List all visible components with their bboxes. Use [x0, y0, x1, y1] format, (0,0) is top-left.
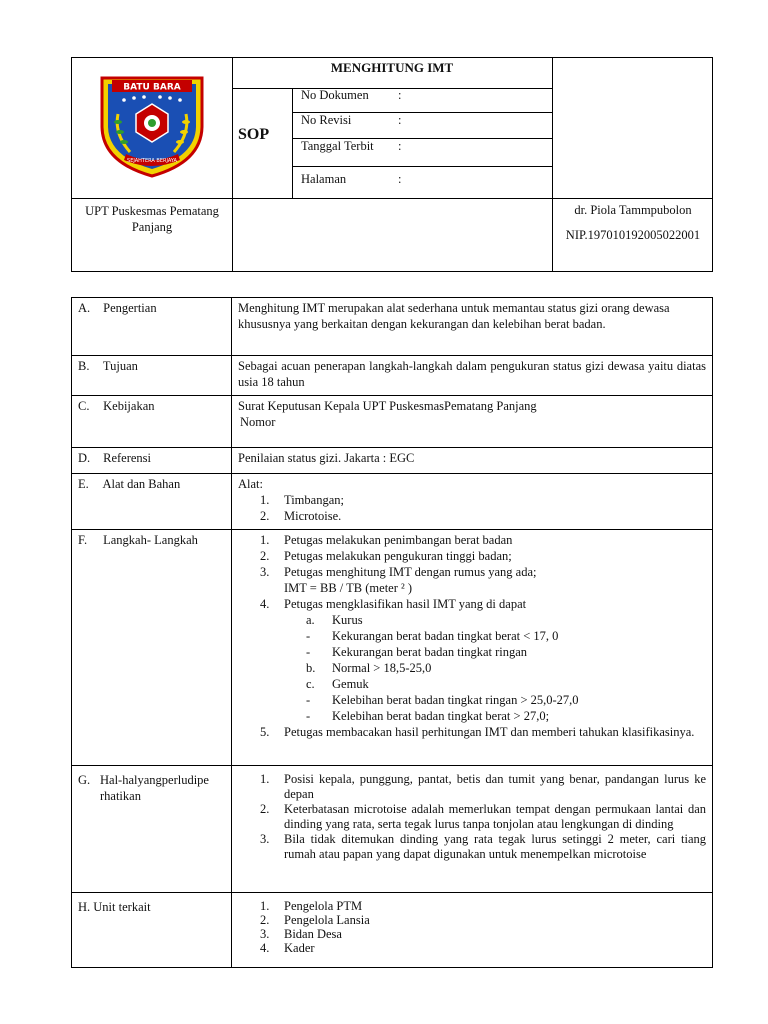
field-halaman: Halaman : [301, 172, 402, 186]
section-row-d [72, 448, 713, 474]
list-item: 2. Keterbatasan microtoise adalah memerlukan tempat dengan permukaan lantai dan dinding yang rata, serta tegak lurus tanpa tonjolan atau lengkungan di dinding [260, 802, 706, 831]
section-content: Menghitung IMT merupakan alat sederhana untuk memantau status gizi orang dewasa khususnya yang berkaitan dengan kekurangan dan kelebihan berat badan. [232, 298, 713, 356]
list-item: 1. Pengelola PTM [260, 899, 363, 913]
list-item: 1. Timbangan; [260, 493, 344, 507]
imt-formula: IMT = BB / TB (meter ² ) [284, 581, 413, 595]
section-row-h [72, 893, 713, 968]
sop-label: SOP [238, 126, 270, 143]
field-no-dokumen: No Dokumen : [301, 88, 402, 102]
classification-item: a. Kurus [306, 613, 363, 627]
logo-banner-text: BATU BARA [123, 82, 181, 93]
section-content [232, 530, 713, 766]
sop-header [71, 57, 713, 272]
section-content: Surat Keputusan Kepala UPT PuskesmasPematang Panjang Nomor [232, 396, 713, 448]
signer-nip: NIP.197010192005022001 [565, 228, 701, 242]
classification-item: b. Normal > 18,5-25,0 [306, 661, 432, 675]
list-item: 2. Microtoise. [260, 509, 342, 523]
classification-item: - Kekurangan berat badan tingkat berat < 17, 0 [306, 629, 559, 643]
list-item: 1. Posisi kepala, punggung, pantat, betis dan tumit yang benar, pandangan lurus ke depan [260, 772, 706, 801]
classification-item: - Kelebihan berat badan tingkat ringan > 25,0-27,0 [306, 693, 579, 707]
list-item: 1. Petugas melakukan penimbangan berat badan [260, 533, 513, 547]
section-row-a [72, 298, 713, 356]
section-label: C. Kebijakan [72, 396, 232, 448]
classification-item: c. Gemuk [306, 677, 369, 691]
section-label: B. Tujuan [72, 356, 232, 396]
section-label: F. Langkah- Langkah [72, 530, 232, 766]
section-content [232, 893, 713, 968]
field-tanggal-terbit: Tanggal Terbit : [301, 139, 402, 153]
document-title: MENGHITUNG IMT [330, 60, 454, 75]
classification-item: - Kelebihan berat badan tingkat berat > 27,0; [306, 709, 550, 723]
list-item: 2. Pengelola Lansia [260, 913, 370, 927]
sop-content-table [71, 297, 713, 968]
section-content: Penilaian status gizi. Jakarta : EGC [232, 448, 713, 474]
list-item: 5. Petugas membacakan hasil perhitungan IMT dan memberi tahukan klasifikasinya. [260, 725, 695, 739]
batu-bara-emblem-icon [96, 74, 208, 178]
section-label: G. Hal-halyangperludiperhatikan [72, 766, 232, 893]
section-label: A. Pengertian [72, 298, 232, 356]
signer-name: dr. Piola Tammpubolon [574, 203, 692, 217]
logo-motto-text: SEJAHTERA BERJAYA [127, 158, 177, 164]
list-item: 2. Petugas melakukan pengukuran tinggi badan; [260, 549, 512, 563]
section-content: Sebagai acuan penerapan langkah-langkah dalam pengukuran status gizi dewasa yaitu diatas usia 18 tahun [232, 356, 713, 396]
section-content [232, 766, 713, 893]
section-row-b [72, 356, 713, 396]
section-label: D. Referensi [72, 448, 232, 474]
section-content: Alat: 1. Timbangan; 2. Microtoise. [232, 474, 713, 530]
list-item: 4. Petugas mengklasifikan hasil IMT yang di dapat [260, 597, 527, 611]
field-no-revisi: No Revisi : [301, 113, 402, 127]
section-row-f [72, 530, 713, 766]
section-row-c [72, 396, 713, 448]
section-row-e [72, 474, 713, 530]
list-item: 4. Kader [260, 941, 315, 955]
classification-item: - Kekurangan berat badan tingkat ringan [306, 645, 528, 659]
section-label: H. Unit terkait [72, 893, 232, 968]
organization-name: UPT Puskesmas Pematang Panjang [85, 204, 219, 234]
list-item: 3. Petugas menghitung IMT dengan rumus yang ada; IMT = BB / TB (meter ² ) [260, 565, 537, 595]
list-item: 3. Bidan Desa [260, 927, 342, 941]
section-row-g [72, 766, 713, 893]
section-label: E. Alat dan Bahan [72, 474, 232, 530]
list-item: 3. Bila tidak ditemukan dinding yang rata tegak lurus setinggi 2 meter, cari tiang rumah atau papan yang dapat digunakan untuk menempelkan microtoise [260, 832, 706, 861]
